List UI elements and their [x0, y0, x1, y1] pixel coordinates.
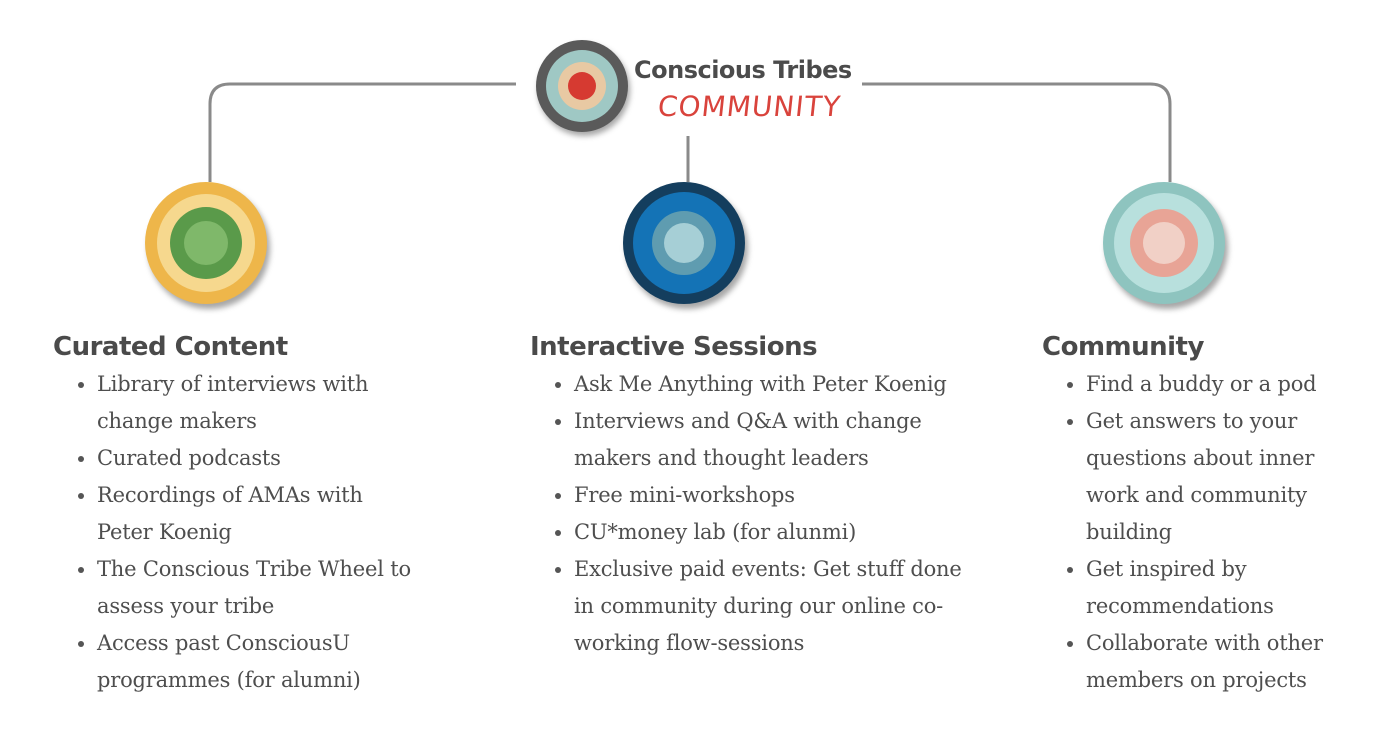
- column-heading: Community: [1042, 332, 1204, 362]
- list-item: • Curated podcasts: [97, 440, 413, 477]
- connector-right: [862, 84, 1170, 182]
- interactive-sessions-badge-icon: [623, 182, 745, 304]
- list-item: • Find a buddy or a pod: [1086, 366, 1362, 403]
- conscious-tribes-logo: [536, 40, 856, 140]
- list-item: • Library of interviews with change makers: [97, 366, 413, 440]
- connector-left: [210, 84, 516, 182]
- community-column: [1042, 332, 1362, 699]
- logo-title: Conscious Tribes: [634, 56, 852, 84]
- interactive-sessions-column: [530, 332, 980, 662]
- list-item: • Recordings of AMAs with Peter Koenig: [97, 477, 413, 551]
- logo-subtitle: COMMUNITY: [656, 90, 843, 123]
- list-item: • Ask Me Anything with Peter Koenig: [574, 366, 980, 403]
- feature-list: [1042, 366, 1362, 699]
- list-item: • CU*money lab (for alunmi): [574, 514, 980, 551]
- list-item: • Interviews and Q&A with change makers and thought leaders: [574, 403, 980, 477]
- list-item: • The Conscious Tribe Wheel to assess your tribe: [97, 551, 413, 625]
- list-item: • Free mini-workshops: [574, 477, 980, 514]
- column-heading: Curated Content: [53, 332, 288, 362]
- logo-target-icon: [536, 40, 628, 132]
- list-item: • Get answers to your questions about inner work and community building: [1086, 403, 1362, 551]
- feature-list: [530, 366, 980, 662]
- curated-content-column: [53, 332, 413, 699]
- list-item: • Access past ConsciousU programmes (for alumni): [97, 625, 413, 699]
- curated-content-badge-icon: [145, 182, 267, 304]
- list-item: • Exclusive paid events: Get stuff done in community during our online co-working flow-sessions: [574, 551, 980, 662]
- column-heading: Interactive Sessions: [530, 332, 818, 362]
- feature-list: [53, 366, 413, 699]
- list-item: • Collaborate with other members on projects: [1086, 625, 1362, 699]
- list-item: • Get inspired by recommendations: [1086, 551, 1362, 625]
- community-badge-icon: [1103, 182, 1225, 304]
